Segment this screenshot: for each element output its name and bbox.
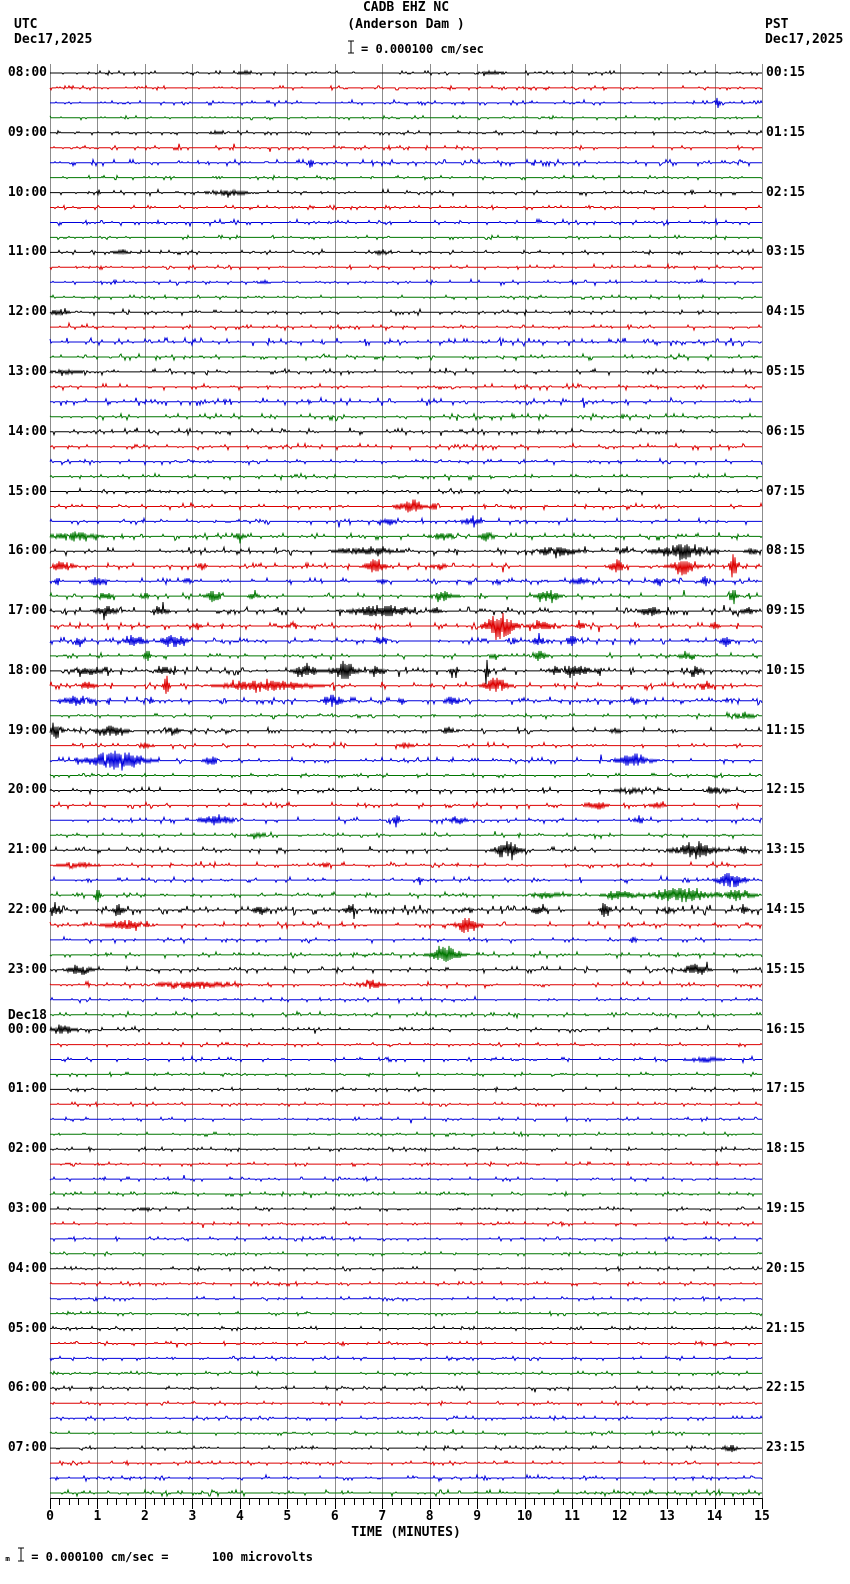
seismogram-trace-row-67 <box>50 1072 762 1076</box>
utc-label-0900: 09:00 <box>7 124 47 140</box>
utc-label-1100: 11:00 <box>7 244 47 260</box>
seismogram-trace-row-59 <box>50 946 762 962</box>
seismogram-trace-row-12 <box>50 249 762 254</box>
utc-label-0600: 06:00 <box>7 1380 47 1396</box>
seismogram-trace-row-27 <box>50 474 762 481</box>
seismogram-trace-row-64 <box>50 1025 762 1034</box>
seismogram-trace-row-44 <box>50 723 762 739</box>
pst-label-0215: 02:15 <box>766 184 806 200</box>
seismogram-trace-row-60 <box>50 962 762 975</box>
seismogram-trace-row-87 <box>50 1371 762 1375</box>
seismogram-trace-row-73 <box>50 1162 762 1166</box>
footer-scale-note <box>4 1547 313 1566</box>
x-tick-label-14: 14 <box>706 1509 723 1524</box>
seismogram-trace-row-30 <box>50 515 762 527</box>
pst-label-1515: 15:15 <box>766 961 806 977</box>
seismogram-trace-row-91 <box>50 1429 762 1435</box>
seismogram-trace-row-72 <box>50 1147 762 1151</box>
left-date-label: Dec17,2025 <box>14 32 93 47</box>
footer-scale-prefix: ₘ <box>4 1549 12 1564</box>
seismogram-trace-row-53 <box>50 861 762 868</box>
seismogram-trace-row-95 <box>50 1490 762 1496</box>
seismogram-trace-row-10 <box>50 220 762 227</box>
pst-label-0515: 05:15 <box>766 363 806 379</box>
utc-label-1900: 19:00 <box>7 722 47 738</box>
x-tick-label-12: 12 <box>611 1509 628 1524</box>
pst-label-2215: 22:15 <box>766 1380 806 1396</box>
seismogram-trace-row-21 <box>50 384 762 390</box>
pst-label-1615: 16:15 <box>766 1021 806 1037</box>
seismogram-trace-row-50 <box>50 814 762 827</box>
seismogram-trace-row-38 <box>50 633 762 647</box>
seismogram-trace-row-4 <box>50 131 762 135</box>
footer-ibeam-icon <box>17 1547 25 1566</box>
utc-label-1200: 12:00 <box>7 304 47 320</box>
seismogram-trace-row-63 <box>50 1012 762 1018</box>
seismogram-trace-row-52 <box>50 841 762 860</box>
x-tick-label-0: 0 <box>46 1509 54 1524</box>
seismogram-trace-row-1 <box>50 86 762 90</box>
seismogram-trace-row-43 <box>50 712 762 719</box>
seismogram-trace-row-3 <box>50 116 762 120</box>
seismogram-trace-row-42 <box>50 695 762 707</box>
seismogram-trace-row-70 <box>50 1117 762 1123</box>
seismogram-trace-row-19 <box>50 354 762 360</box>
seismogram-trace-row-79 <box>50 1252 762 1256</box>
pst-label-0815: 08:15 <box>766 543 806 559</box>
pst-label-0015: 00:15 <box>766 65 806 80</box>
seismogram-trace-row-25 <box>50 444 762 450</box>
seismogram-trace-row-86 <box>50 1356 762 1360</box>
seismogram-trace-row-13 <box>50 264 762 269</box>
pst-label-2315: 23:15 <box>766 1440 806 1456</box>
page-subtitle: (Anderson Dam ) <box>347 17 465 32</box>
seismogram-trace-row-78 <box>50 1237 762 1241</box>
utc-label-0300: 03:00 <box>7 1200 47 1216</box>
utc-label-0100: 01:00 <box>7 1081 47 1097</box>
seismogram-trace-row-92 <box>50 1445 762 1452</box>
seismogram-trace-row-9 <box>50 206 762 210</box>
pst-label-0615: 06:15 <box>766 423 806 439</box>
seismogram-trace-row-29 <box>50 500 762 513</box>
seismogram-trace-row-24 <box>50 428 762 436</box>
seismogram-trace-row-6 <box>50 160 762 168</box>
utc-label-2300: 23:00 <box>7 961 47 977</box>
seismogram-trace-row-34 <box>50 576 762 586</box>
seismogram-trace-row-62 <box>50 997 762 1003</box>
pst-label-1815: 18:15 <box>766 1141 806 1157</box>
seismogram-trace-row-16 <box>50 308 762 315</box>
seismogram-trace-row-39 <box>50 651 762 661</box>
utc-label-1600: 16:00 <box>7 543 47 559</box>
utc-label-0500: 05:00 <box>7 1320 47 1336</box>
seismogram-trace-row-2 <box>50 98 762 108</box>
seismogram-trace-row-56 <box>50 902 762 919</box>
seismogram-trace-row-54 <box>50 873 762 887</box>
x-tick-label-15: 15 <box>754 1509 770 1524</box>
seismogram-trace-row-33 <box>50 554 762 577</box>
seismogram-trace-row-51 <box>50 831 762 839</box>
seismogram-trace-row-58 <box>50 937 762 943</box>
pst-label-0115: 01:15 <box>766 124 806 140</box>
seismogram-trace-row-32 <box>50 544 762 560</box>
seismogram-trace-row-36 <box>50 602 762 620</box>
utc-label-0200: 02:00 <box>7 1141 47 1157</box>
seismogram-trace-row-40 <box>50 660 762 684</box>
seismogram-trace-row-89 <box>50 1401 762 1405</box>
utc-label-2000: 20:00 <box>7 782 47 798</box>
seismogram-trace-row-75 <box>50 1192 762 1198</box>
pst-label-2115: 21:15 <box>766 1320 806 1336</box>
date-marker: Dec18 <box>7 1007 47 1023</box>
x-tick-label-9: 9 <box>473 1509 482 1524</box>
utc-label-0800: 08:00 <box>7 65 47 80</box>
x-axis-title: TIME (MINUTES) <box>351 1525 461 1540</box>
seismogram-trace-row-8 <box>50 190 762 198</box>
seismogram-trace-row-74 <box>50 1175 762 1181</box>
pst-label-1915: 19:15 <box>766 1200 806 1216</box>
pst-label-1715: 17:15 <box>766 1081 806 1097</box>
x-tick-label-6: 6 <box>330 1509 339 1524</box>
seismogram-trace-row-82 <box>50 1297 762 1301</box>
seismogram-trace-row-41 <box>50 676 762 694</box>
seismogram-trace-row-46 <box>50 751 762 771</box>
pst-label-1315: 13:15 <box>766 842 806 858</box>
x-tick-label-3: 3 <box>188 1509 197 1524</box>
x-tick-label-8: 8 <box>425 1509 434 1524</box>
seismogram-trace-row-69 <box>50 1102 762 1106</box>
seismogram-trace-row-14 <box>50 279 762 285</box>
pst-label-0915: 09:15 <box>766 603 806 619</box>
x-tick-label-11: 11 <box>564 1509 580 1524</box>
seismogram-trace-row-77 <box>50 1222 762 1228</box>
utc-label-0000: 00:00 <box>7 1021 47 1037</box>
x-tick-label-13: 13 <box>659 1509 675 1524</box>
utc-label-2200: 22:00 <box>7 902 47 918</box>
utc-label-0700: 07:00 <box>7 1440 47 1456</box>
x-tick-label-7: 7 <box>378 1509 387 1524</box>
seismogram-trace-row-80 <box>50 1267 762 1271</box>
seismogram-trace-row-26 <box>50 459 762 465</box>
pst-label-1215: 12:15 <box>766 782 806 798</box>
seismogram-trace-row-7 <box>50 176 762 180</box>
seismogram-trace-row-61 <box>50 980 762 989</box>
seismogram-trace-row-17 <box>50 323 762 330</box>
seismogram-trace-row-45 <box>50 743 762 749</box>
seismogram-trace-row-37 <box>50 613 762 640</box>
seismogram-trace-row-23 <box>50 414 762 421</box>
pst-label-0715: 07:15 <box>766 483 806 499</box>
pst-label-1415: 14:15 <box>766 902 806 918</box>
seismogram-trace-row-76 <box>50 1207 762 1211</box>
seismogram-trace-row-47 <box>50 774 762 778</box>
x-tick-label-5: 5 <box>283 1509 292 1524</box>
right-date-label: Dec17,2025 <box>765 32 844 47</box>
seismogram-trace-row-94 <box>50 1475 762 1481</box>
seismogram-trace-row-5 <box>50 144 762 152</box>
seismogram-trace-row-71 <box>50 1132 762 1136</box>
seismogram-trace-row-11 <box>50 235 762 239</box>
seismogram-trace-row-15 <box>50 295 762 299</box>
seismogram-trace-row-48 <box>50 787 762 795</box>
utc-label-2100: 21:00 <box>7 842 47 858</box>
seismogram-trace-row-85 <box>50 1342 762 1348</box>
seismogram-trace-row-18 <box>50 338 762 346</box>
pst-label-1015: 10:15 <box>766 662 806 678</box>
utc-label-0400: 04:00 <box>7 1260 47 1276</box>
pst-label-2015: 20:15 <box>766 1260 806 1276</box>
seismogram-trace-row-49 <box>50 801 762 809</box>
pst-label-0315: 03:15 <box>766 244 806 260</box>
seismogram-trace-row-35 <box>50 590 762 604</box>
seismogram-trace-row-90 <box>50 1416 762 1420</box>
seismogram-trace-row-83 <box>50 1312 762 1316</box>
seismogram-trace-row-22 <box>50 398 762 408</box>
seismogram-trace-row-68 <box>50 1087 762 1091</box>
seismogram-trace-row-93 <box>50 1461 762 1465</box>
x-tick-label-10: 10 <box>516 1509 533 1524</box>
scale-text: = 0.000100 cm/sec <box>361 41 484 56</box>
utc-label-1400: 14:00 <box>7 423 47 439</box>
seismogram-trace-row-20 <box>50 368 762 376</box>
utc-label-1700: 17:00 <box>7 603 47 619</box>
utc-label-1000: 10:00 <box>7 184 47 200</box>
utc-label-1500: 15:00 <box>7 483 47 499</box>
seismogram-trace-row-84 <box>50 1327 762 1331</box>
utc-label-1800: 18:00 <box>7 662 47 678</box>
pst-label-0415: 04:15 <box>766 304 806 320</box>
utc-label-1300: 13:00 <box>7 363 47 379</box>
left-timezone-label: UTC <box>14 17 38 32</box>
right-timezone-label: PST <box>765 17 789 32</box>
x-tick-label-2: 2 <box>141 1509 149 1524</box>
seismogram-trace-row-31 <box>50 531 762 543</box>
x-tick-label-4: 4 <box>235 1509 244 1524</box>
seismogram-trace-row-81 <box>50 1282 762 1286</box>
seismogram-trace-row-88 <box>50 1386 762 1392</box>
footer-scale-text: = 0.000100 cm/sec = 100 microvolts <box>31 1549 313 1564</box>
x-tick-label-1: 1 <box>93 1509 102 1524</box>
seismogram-trace-row-57 <box>50 918 762 933</box>
seismogram-trace-row-55 <box>50 888 762 902</box>
seismogram-trace-row-66 <box>50 1057 762 1063</box>
seismogram-trace-row-65 <box>50 1043 762 1047</box>
seismogram-trace-row-28 <box>50 489 762 495</box>
seismogram-trace-row-0 <box>50 71 762 76</box>
page-title: CADB EHZ NC <box>362 0 450 15</box>
pst-label-1115: 11:15 <box>766 722 806 738</box>
